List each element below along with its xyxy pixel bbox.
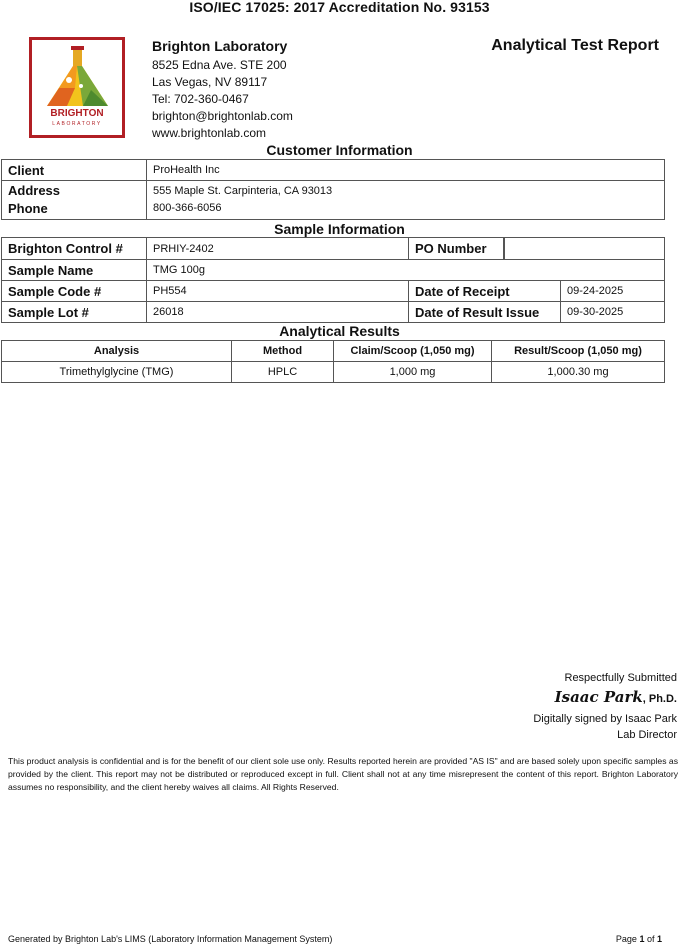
page-of: of (644, 934, 657, 944)
address-phone-label-cell (2, 181, 147, 220)
analysis-cell: Trimethylglycine (TMG) (2, 362, 232, 383)
logo-sub-text: LABORATORY (52, 121, 102, 127)
results-section-title: Analytical Results (279, 323, 400, 339)
lab-address-line2: Las Vegas, NV 89117 (152, 75, 268, 89)
signature-credential: , Ph.D. (642, 693, 677, 705)
address-label: Address (8, 183, 61, 198)
receipt-label: Date of Receipt (409, 281, 561, 302)
lab-name: Brighton Laboratory (152, 38, 288, 54)
accreditation-line: ISO/IEC 17025: 2017 Accreditation No. 93153 (189, 0, 490, 15)
customer-section-title: Customer Information (266, 142, 413, 158)
flask-icon (45, 46, 110, 108)
control-label: Brighton Control # (2, 238, 147, 260)
client-value: ProHealth Inc (147, 160, 665, 181)
header-result: Result/Scoop (1,050 mg) (492, 341, 665, 362)
method-cell: HPLC (232, 362, 334, 383)
page-prefix: Page (615, 934, 640, 944)
respectfully-submitted: Respectfully Submitted (564, 672, 677, 684)
sample-code-label: Sample Code # (2, 281, 147, 302)
lab-email[interactable]: brighton@brightonlab.com (152, 109, 293, 123)
page-number (616, 934, 662, 944)
address-phone-value-cell (147, 181, 665, 220)
phone-value: 800-366-6056 (153, 202, 222, 214)
po-value-cell (504, 238, 665, 260)
client-label: Client (2, 160, 147, 181)
sample-table (1, 237, 665, 323)
receipt-value: 09-24-2025 (561, 281, 665, 302)
table-row (2, 362, 665, 383)
lab-phone: Tel: 702-360-0467 (152, 92, 249, 106)
results-table (1, 340, 665, 383)
signature-script: Isaac Park (554, 688, 643, 706)
sample-name-value: TMG 100g (147, 260, 665, 281)
lab-address-line1: 8525 Edna Ave. STE 200 (152, 58, 287, 72)
sample-lot-value: 26018 (147, 302, 409, 323)
claim-cell: 1,000 mg (334, 362, 492, 383)
result-cell: 1,000.30 mg (492, 362, 665, 383)
header-claim: Claim/Scoop (1,050 mg) (334, 341, 492, 362)
lab-website[interactable]: www.brightonlab.com (152, 126, 267, 140)
phone-label: Phone (8, 201, 48, 216)
brighton-logo (29, 37, 125, 138)
logo-brand-text: BRIGHTON (50, 108, 104, 119)
page-total: 1 (656, 934, 662, 944)
po-value (504, 238, 664, 259)
customer-table (1, 159, 665, 220)
signature-line (555, 688, 677, 706)
lab-contact-block (152, 38, 293, 142)
page-current: 1 (639, 934, 645, 944)
footer-generated: Generated by Brighton Lab's LIMS (Laboratory Information Management System) (8, 934, 333, 944)
signer-title: Lab Director (617, 729, 677, 741)
address-value: 555 Maple St. Carpinteria, CA 93013 (153, 185, 333, 197)
sample-lot-label: Sample Lot # (2, 302, 147, 323)
sample-section-title: Sample Information (274, 221, 405, 237)
header-analysis: Analysis (2, 341, 232, 362)
header-method: Method (232, 341, 334, 362)
report-title: Analytical Test Report (491, 37, 659, 54)
po-label: PO Number (409, 238, 504, 260)
issue-value: 09-30-2025 (561, 302, 665, 323)
control-value: PRHIY-2402 (147, 238, 409, 260)
digital-signature-note: Digitally signed by Isaac Park (533, 713, 677, 725)
sample-name-label: Sample Name (2, 260, 147, 281)
issue-label: Date of Result Issue (409, 302, 561, 323)
sample-code-value: PH554 (147, 281, 409, 302)
disclaimer-text: This product analysis is confidential and is for the benefit of our client sole use only. Results reported herein are provided "AS IS" and are based solely upon specific samples as provided by the client. This report may not be distributed or reproduced except in full. Client shall not at any time misrepresent the content of this report. Brighton Laboratory assumes no responsibility, and the client hereby waives all claims. All Rights Reserved. (8, 756, 678, 792)
